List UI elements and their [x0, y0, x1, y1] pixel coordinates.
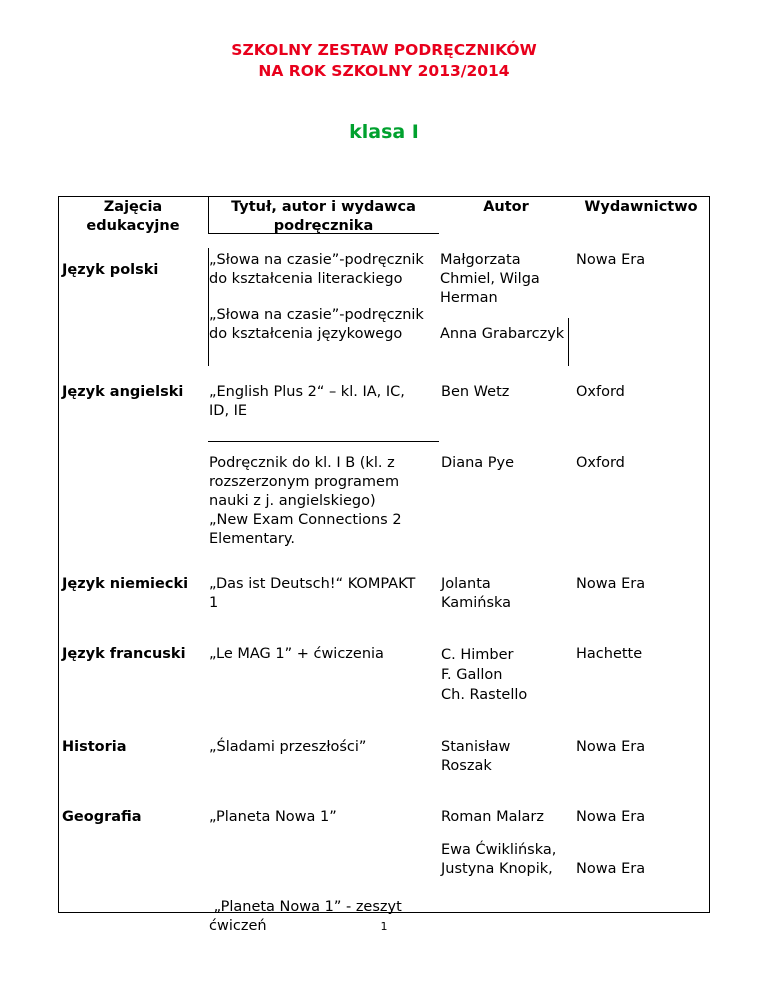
title-geografia-2: „Planeta Nowa 1” - zeszyt ćwiczeń: [209, 899, 402, 934]
row-divider: [208, 441, 439, 442]
subject-polski: Język polski: [62, 262, 159, 278]
author-geografia-1: Roman Malarz: [441, 809, 544, 825]
author-niemiecki: Jolanta Kamińska: [441, 576, 512, 611]
author-polski-2: Anna Grabarczyk: [440, 326, 565, 342]
subject-historia: Historia: [62, 739, 127, 755]
column-divider: [568, 318, 569, 366]
subject-geografia: Geografia: [62, 809, 142, 825]
publisher-francuski: Hachette: [576, 646, 643, 662]
publisher-geografia-2: Nowa Era: [576, 861, 646, 877]
page-number: 1: [380, 920, 388, 933]
title-polski-2: „Słowa na czasie”-podręcznik do kształcenia językowego: [209, 307, 424, 342]
title-angielski-1: „English Plus 2“ – kl. IA, IC, ID, IE: [209, 384, 405, 419]
subject-angielski: Język angielski: [62, 384, 184, 400]
author-historia: Stanisław Roszak: [441, 739, 511, 774]
header-publisher: Wydawnictwo: [584, 199, 698, 215]
title-polski-1: „Słowa na czasie”-podręcznik do kształcenia literackiego: [209, 252, 424, 287]
subject-francuski: Język francuski: [62, 646, 186, 662]
title-angielski-2: Podręcznik do kl. I B (kl. z rozszerzonym programem nauki z j. angielskiego) „New Exam Connections 2 Elementary.: [209, 455, 402, 547]
table-right-border: [709, 196, 710, 913]
table-left-border: [58, 196, 59, 913]
title-historia: „Śladami przeszłości”: [209, 739, 367, 755]
publisher-historia: Nowa Era: [576, 739, 646, 755]
header-title: Tytuł, autor i wydawca podręcznika: [231, 199, 416, 234]
title-francuski: „Le MAG 1” + ćwiczenia: [209, 646, 384, 662]
table-top-border: [58, 196, 710, 197]
header-subject: Zajęcia edukacyjne: [86, 199, 180, 234]
subject-niemiecki: Język niemiecki: [62, 576, 189, 592]
publisher-polski: Nowa Era: [576, 252, 646, 268]
publisher-angielski-2: Oxford: [576, 455, 625, 471]
author-geografia-2: Ewa Ćwiklińska, Justyna Knopik,: [441, 842, 557, 877]
publisher-angielski-1: Oxford: [576, 384, 625, 400]
document-title-line1: SZKOLNY ZESTAW PODRĘCZNIKÓW: [231, 41, 537, 59]
author-angielski-1: Ben Wetz: [441, 384, 510, 400]
author-polski-1: Małgorzata Chmiel, Wilga Herman: [440, 252, 540, 306]
title-geografia-1: „Planeta Nowa 1”: [209, 809, 337, 825]
author-francuski: C. Himber F. Gallon Ch. Rastello: [441, 647, 528, 703]
author-angielski-2: Diana Pye: [441, 455, 515, 471]
title-niemiecki: „Das ist Deutsch!“ KOMPAKT 1: [209, 576, 416, 611]
class-heading: klasa I: [349, 121, 419, 143]
header-author: Autor: [483, 199, 529, 215]
publisher-niemiecki: Nowa Era: [576, 576, 646, 592]
publisher-geografia-1: Nowa Era: [576, 809, 646, 825]
document-title-line2: NA ROK SZKOLNY 2013/2014: [258, 62, 510, 80]
